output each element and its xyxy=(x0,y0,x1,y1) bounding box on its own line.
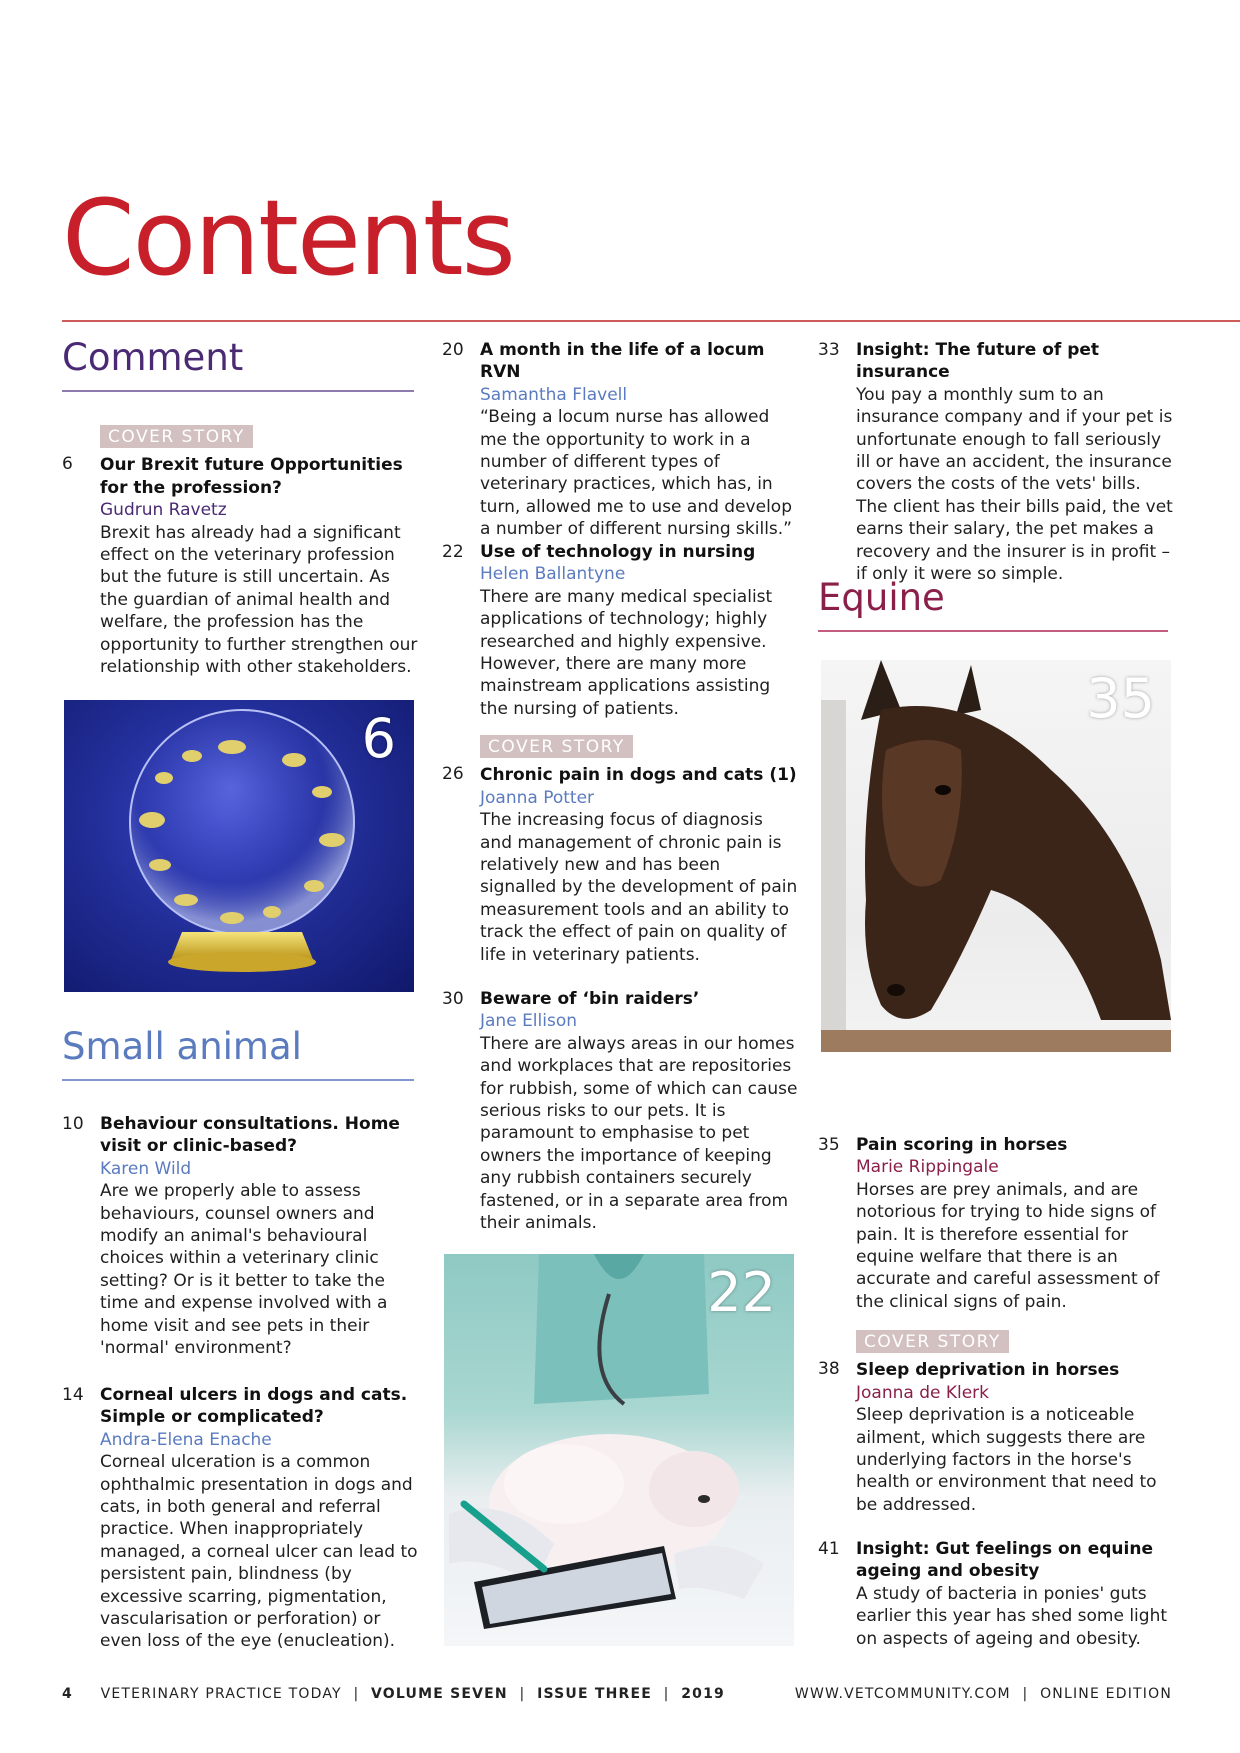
article-summary: A study of bacteria in ponies' guts earlier this year has shed some light on aspects of ageing and obesity. xyxy=(856,1583,1168,1649)
footer-magazine-name: VETERINARY PRACTICE TODAY xyxy=(100,1686,342,1702)
toc-entry-30[interactable] xyxy=(442,988,798,1234)
article-summary: Sleep deprivation is a noticeable ailment, which suggests there are underlying factors in the horse's health or environment that need to be addressed. xyxy=(856,1405,1157,1515)
article-summary: You pay a monthly sum to an insurance company and if your pet is unfortunate enough to fall seriously ill or have an accident, the insurance covers the costs of the vets' bills. The client has their bills paid, the vet earns their salary, the pet makes a recovery and the insurer is in profit – if only it were so simple. xyxy=(856,384,1173,585)
page-footer xyxy=(62,1686,1172,1710)
article-summary: Horses are prey animals, and are notorious for trying to hide signs of pain. It is therefore essential for equine welfare that there is an accurate and careful assessment of the clinical signs of pain. xyxy=(856,1179,1160,1312)
page-number: 6 xyxy=(62,454,73,474)
image-page-number: 6 xyxy=(361,707,396,770)
article-summary: “Being a locum nurse has allowed me the opportunity to work in a number of different types of veterinary practices, which has, in turn, allowed me to use and develop a number of different nursing skills.” xyxy=(480,407,792,540)
author-name: Andra-Elena Enache xyxy=(100,1429,272,1450)
crystal-ball-image xyxy=(64,700,414,992)
section-heading-equine: Equine xyxy=(818,576,945,619)
page-number: 38 xyxy=(818,1359,840,1379)
footer-separator: | xyxy=(663,1686,670,1702)
page-number: 26 xyxy=(442,764,464,784)
toc-entry-26[interactable] xyxy=(442,735,798,966)
vet-nurse-dog-image xyxy=(444,1254,794,1646)
toc-entry-20[interactable] xyxy=(442,339,798,541)
article-summary: Corneal ulceration is a common ophthalmic presentation in dogs and cats, in both general and referral practice. When inappropriately managed, a corneal ulcer can lead to persistent pain, blindness (by excessive scarring, pigmentation, vascularisation or perforation) or even loss of the eye (enucleation). xyxy=(100,1452,418,1652)
footer-publication xyxy=(62,1686,725,1702)
page-number: 30 xyxy=(442,989,464,1009)
image-page-number: 22 xyxy=(707,1261,776,1324)
article-title[interactable]: Beware of ‘bin raiders’ xyxy=(480,989,700,1009)
page-number: 33 xyxy=(818,340,840,360)
page-title: Contents xyxy=(62,177,514,299)
toc-entry-6[interactable] xyxy=(62,425,422,678)
toc-entry-33[interactable] xyxy=(818,339,1174,585)
footer-year: 2019 xyxy=(681,1686,725,1702)
section-heading-comment: Comment xyxy=(62,336,244,379)
author-name: Joanna Potter xyxy=(480,787,595,808)
author-name: Gudrun Ravetz xyxy=(100,500,227,521)
article-summary: There are many medical specialist applications of technology; highly researched and highly expensive. However, there are many more mainstream applications assisting the nursing of patients. xyxy=(480,586,773,719)
toc-entry-35[interactable] xyxy=(818,1134,1174,1313)
cover-story-badge: COVER STORY xyxy=(100,425,253,448)
toc-entry-22[interactable] xyxy=(442,541,798,720)
author-name: Karen Wild xyxy=(100,1158,192,1179)
footer-separator: | xyxy=(353,1686,360,1702)
footer-separator: | xyxy=(1022,1686,1029,1702)
article-title[interactable]: Sleep deprivation in horses xyxy=(856,1360,1120,1381)
article-summary: Brexit has already had a significant effect on the veterinary profession but the future is still uncertain. As the guardian of animal health and welfare, the profession has the opportunity to further strengthen our relationship with other stakeholders. xyxy=(100,522,418,678)
article-title[interactable]: Chronic pain in dogs and cats (1) xyxy=(480,765,797,786)
footer-website xyxy=(795,1686,1172,1702)
page-number: 10 xyxy=(62,1114,84,1134)
section-heading-small-animal: Small animal xyxy=(62,1025,302,1068)
author-name: Samantha Flavell xyxy=(480,384,628,405)
image-page-number: 35 xyxy=(1086,667,1155,730)
small-animal-section xyxy=(62,1025,414,1081)
footer-edition: ONLINE EDITION xyxy=(1040,1686,1172,1702)
page-number: 35 xyxy=(818,1135,840,1155)
author-name: Joanna de Klerk xyxy=(856,1382,990,1403)
page-number: 22 xyxy=(442,542,464,562)
footer-volume: VOLUME SEVEN xyxy=(371,1686,508,1702)
equine-section xyxy=(818,576,1168,632)
toc-entry-41[interactable] xyxy=(818,1538,1174,1650)
article-title[interactable]: Corneal ulcers in dogs and cats. Simple or complicated? xyxy=(100,1385,408,1428)
title-divider xyxy=(62,320,1240,322)
footer-page-number: 4 xyxy=(62,1686,73,1702)
article-title[interactable]: Insight: Gut feelings on equine ageing and obesity xyxy=(856,1539,1153,1582)
toc-entry-38[interactable] xyxy=(818,1330,1174,1516)
section-divider xyxy=(62,390,414,392)
footer-separator: | xyxy=(519,1686,526,1702)
author-name: Jane Ellison xyxy=(480,1011,578,1032)
toc-entry-10[interactable] xyxy=(62,1113,422,1359)
article-title[interactable]: Use of technology in nursing xyxy=(480,542,756,562)
article-summary: There are always areas in our homes and workplaces that are repositories for rubbish, some of which can cause serious risks to our pets. It is paramount to emphasise to pet owners the importance of keeping any rubbish containers securely fastened, or in a separate area from their animals. xyxy=(480,1033,798,1234)
page-number: 20 xyxy=(442,340,464,360)
article-summary: The increasing focus of diagnosis and management of chronic pain is relatively new and has been signalled by the development of pain measurement tools and an ability to track the effect of pain on quality of life in veterinary patients. xyxy=(480,810,798,965)
section-divider xyxy=(818,630,1168,632)
comment-section xyxy=(62,336,414,392)
article-title[interactable]: Our Brexit future Opportunities for the profession? xyxy=(100,455,403,498)
cover-story-badge: COVER STORY xyxy=(480,735,633,758)
article-title[interactable]: Behaviour consultations. Home visit or clinic-based? xyxy=(100,1114,400,1157)
author-name: Marie Rippingale xyxy=(856,1157,999,1178)
article-summary: Are we properly able to assess behaviours, counsel owners and modify an animal's behavioural choices within a veterinary clinic setting? Or is it better to take the time and expense involved with a home visit and see pets in their 'normal' environment? xyxy=(100,1181,388,1359)
cover-story-badge: COVER STORY xyxy=(856,1330,1009,1353)
article-title[interactable]: Insight: The future of pet insurance xyxy=(856,340,1100,383)
footer-issue: ISSUE THREE xyxy=(537,1686,652,1702)
section-divider xyxy=(62,1079,414,1081)
horse-image xyxy=(821,660,1171,1102)
page-number: 14 xyxy=(62,1385,84,1405)
footer-url[interactable]: WWW.VETCOMMUNITY.COM xyxy=(794,1686,1011,1702)
page-number: 41 xyxy=(818,1539,840,1559)
article-title[interactable]: Pain scoring in horses xyxy=(856,1135,1068,1155)
toc-entry-14[interactable] xyxy=(62,1384,422,1653)
author-name: Helen Ballantyne xyxy=(480,564,626,585)
article-title[interactable]: A month in the life of a locum RVN xyxy=(480,340,765,383)
